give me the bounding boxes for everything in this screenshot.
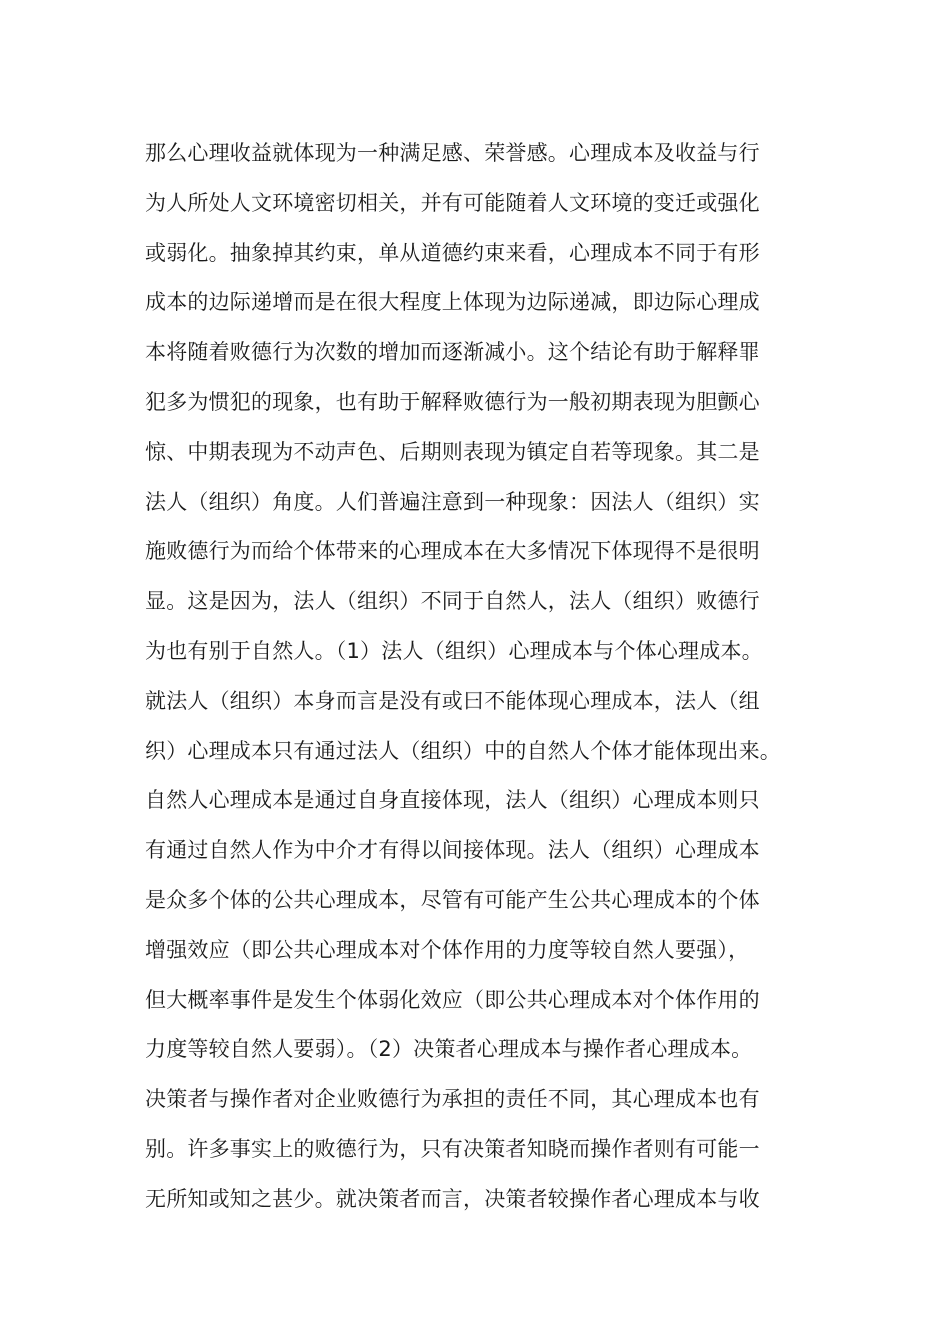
text-line: 织）心理成本只有通过法人（组织）中的自然人个体才能体现出来。 [145, 738, 781, 763]
text-line: 增强效应（即公共心理成本对个体作用的力度等较自然人要强）， [145, 937, 750, 962]
text-line: 本将随着败德行为次数的增加而逐渐减小。这个结论有助于解释罪 [145, 340, 760, 365]
text-line: 那么心理收益就体现为一种满足感、荣誉感。心理成本及收益与行 [145, 141, 760, 165]
text-line: 为人所处人文环境密切相关，并有可能随着人文环境的变迁或强化 [145, 190, 760, 215]
text-line: 无所知或知之甚少。就决策者而言，决策者较操作者心理成本与收 [145, 1186, 760, 1211]
text-line: 犯多为惯犯的现象，也有助于解释败德行为一般初期表现为胆颤心 [145, 389, 760, 414]
text-line: 决策者与操作者对企业败德行为承担的责任不同，其心理成本也有 [145, 1087, 760, 1112]
text-line: 但大概率事件是发生个体弱化效应（即公共心理成本对个体作用的 [145, 987, 760, 1012]
text-line: 惊、中期表现为不动声色、后期则表现为镇定自若等现象。其二是 [145, 439, 760, 464]
text-line: 成本的边际递增而是在很大程度上体现为边际递减，即边际心理成 [145, 290, 760, 315]
text-line: 是众多个体的公共心理成本，尽管有可能产生公共心理成本的个体 [145, 887, 760, 912]
text-line: 力度等较自然人要弱）。（2）决策者心理成本与操作者心理成本。 [145, 1037, 753, 1062]
text-line: 有通过自然人作为中介才有得以间接体现。法人（组织）心理成本 [145, 838, 760, 863]
text-line: 显。这是因为，法人（组织）不同于自然人，法人（组织）败德行 [145, 589, 760, 614]
text-line: 法人（组织）角度。人们普遍注意到一种现象：因法人（组织）实 [145, 489, 760, 514]
text-line: 施败德行为而给个体带来的心理成本在大多情况下体现得不是很明 [145, 539, 760, 564]
text-line: 或弱化。抽象掉其约束，单从道德约束来看，心理成本不同于有形 [145, 240, 760, 265]
text-line: 就法人（组织）本身而言是没有或曰不能体现心理成本，法人（组 [145, 688, 760, 713]
text-line: 为也有别于自然人。（1）法人（组织）心理成本与个体心理成本。 [145, 638, 763, 663]
body-text [145, 129, 825, 1225]
text-line: 自然人心理成本是通过自身直接体现，法人（组织）心理成本则只 [145, 788, 760, 813]
text-line: 别。许多事实上的败德行为，只有决策者知晓而操作者则有可能一 [145, 1136, 760, 1161]
